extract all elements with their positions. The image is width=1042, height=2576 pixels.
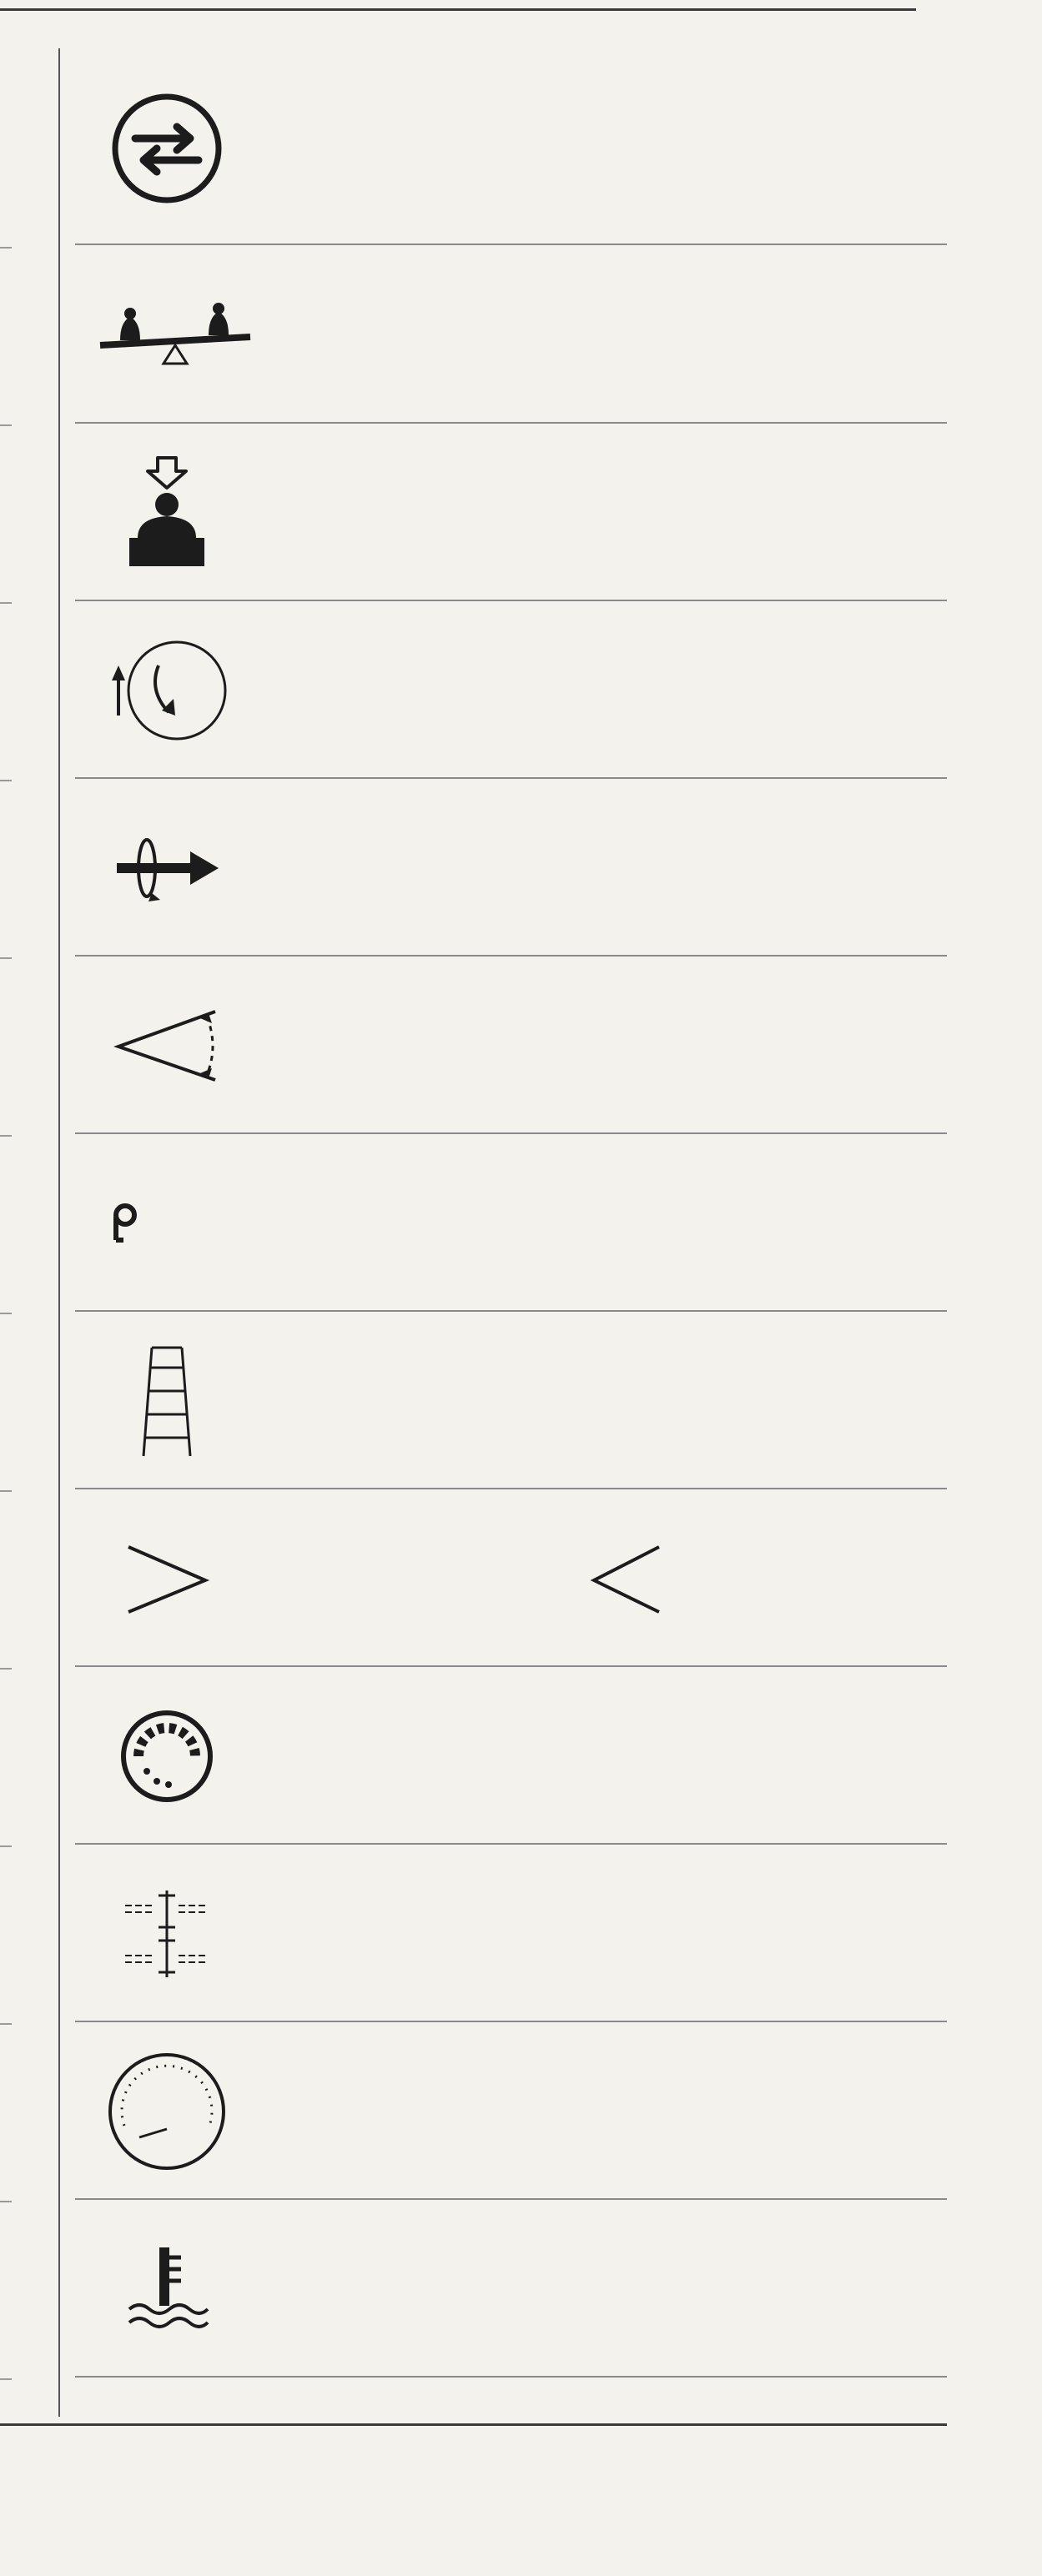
symbol-row-temperatura [75, 2200, 947, 2378]
symbol-row-angolo [75, 957, 947, 1134]
rolling-torque-icon [108, 818, 225, 918]
thermometer-icon [108, 2239, 225, 2339]
left-divider-stub [0, 1313, 12, 1314]
less-than-icon [584, 1537, 667, 1620]
gear-ratio-icon [108, 1884, 225, 1984]
bottom-rule [0, 2423, 947, 2426]
column-divider [58, 48, 60, 2417]
symbol-row-funzionamento [75, 52, 947, 245]
greater-than-icon [108, 1529, 225, 1629]
symbol-row-rotazione [75, 601, 947, 779]
symbol-row-tolleranza [75, 245, 947, 424]
left-divider-stub [0, 424, 12, 426]
left-divider-stub [0, 780, 12, 781]
rotation-icon [108, 640, 225, 741]
balance-scale-icon [92, 284, 259, 384]
class-ladder-icon [108, 1351, 225, 1451]
rpm-gauge-icon [108, 1706, 225, 1806]
symbol-row-precarico [75, 424, 947, 601]
pressure-gauge-icon [108, 2061, 225, 2162]
left-divider-stub [0, 602, 12, 604]
symbol-row-numero-giri [75, 1667, 947, 1845]
left-divider-stub [0, 2023, 12, 2025]
angle-icon [108, 996, 225, 1096]
operation-arrows-icon [108, 98, 225, 198]
left-divider-stub [0, 1135, 12, 1137]
symbol-row-selezione [75, 1312, 947, 1489]
left-divider-stub [0, 1490, 12, 1492]
row-divider [75, 2376, 947, 2378]
left-divider-stub [0, 1845, 12, 1847]
symbol-row-maggiorato-minorato [75, 1489, 947, 1667]
top-rule [0, 8, 916, 11]
symbol-row-rapporto-compressione [75, 1134, 947, 1312]
symbol-row-rapporto [75, 1845, 947, 2022]
preload-weight-icon [108, 463, 225, 563]
left-divider-stub [0, 1668, 12, 1670]
symbol-row-pressione [75, 2022, 947, 2200]
left-divider-stub [0, 247, 12, 249]
left-divider-stub [0, 2201, 12, 2202]
compression-ratio-rho-icon [108, 1173, 225, 1273]
left-divider-stub [0, 2378, 12, 2380]
symbol-row-coppia [75, 779, 947, 957]
left-divider-stub [0, 957, 12, 959]
